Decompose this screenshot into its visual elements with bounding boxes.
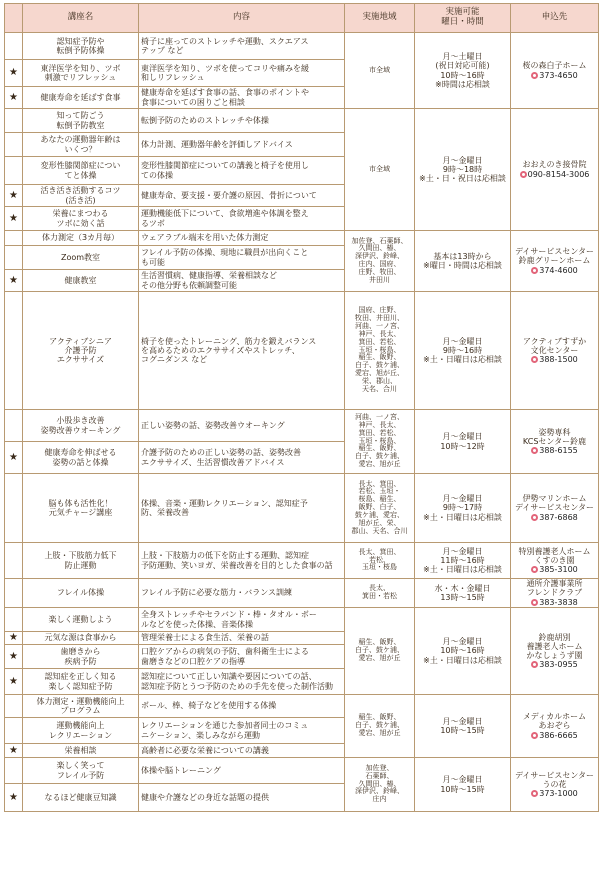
- star-mark: [5, 246, 23, 270]
- contact-cell: [511, 608, 599, 695]
- phone-icon: [531, 566, 538, 573]
- star-mark: [5, 608, 23, 632]
- area-cell: 加佐登、 石薬師、 久間田、椿、 深伊沢、鈴峰、 庄内: [345, 758, 415, 812]
- contact-org: 伊勢マリンホーム デイサービスセンター: [514, 494, 595, 513]
- course-table: [4, 3, 599, 812]
- course-content: 転倒予防のためのストレッチや体操: [139, 109, 345, 133]
- contact-org: 通所介護事業所 フレンドクラブ: [526, 579, 583, 598]
- phone-number: 388-6155: [539, 446, 578, 456]
- star-mark: [5, 718, 23, 744]
- time-cell: 月～金曜日 10時～16時 ※土・日曜日は応相談: [415, 608, 511, 695]
- header-course: 講座名: [23, 4, 139, 33]
- header-area: 実施地域: [345, 4, 415, 33]
- star-mark: [5, 695, 23, 718]
- course-name: 健康教室: [23, 270, 139, 292]
- course-content: レクリエーションを通じた参加者同士のコミュ ニケーション、楽しみながら運動: [139, 718, 345, 744]
- phone-icon: [531, 661, 538, 668]
- phone-number: 373-1000: [539, 789, 578, 799]
- phone-icon: [531, 599, 538, 606]
- contact-phone[interactable]: [513, 355, 596, 364]
- phone-number: 386-6665: [539, 730, 578, 740]
- course-name: なるほど健康豆知識: [23, 784, 139, 812]
- star-mark: [5, 474, 23, 543]
- phone-icon: [531, 732, 538, 739]
- course-name: 知って防ごう 転倒予防教室: [23, 109, 139, 133]
- contact-org: デイサービスセンター うの花: [514, 770, 595, 789]
- star-mark: [5, 579, 23, 608]
- time-cell: 月～金曜日 10時～15時: [415, 758, 511, 812]
- phone-number: 388-1500: [539, 355, 578, 365]
- course-content: 口腔ケアからの病気の予防、歯科衛生士による 歯磨きなどの口腔ケアの指導: [139, 645, 345, 669]
- time-cell: 月～金曜日 10時～15時: [415, 695, 511, 758]
- course-name: 楽しく運動しよう: [23, 608, 139, 632]
- contact-cell: [511, 410, 599, 474]
- course-content: 正しい姿勢の話、姿勢改善ウオーキング: [139, 410, 345, 442]
- phone-number: 090-8154-3006: [527, 169, 590, 179]
- phone-icon: [531, 356, 538, 363]
- course-content: 変形性膝関節症についての講義と椅子を使用し ての体操: [139, 157, 345, 185]
- contact-phone[interactable]: [513, 731, 596, 740]
- area-cell: 市全域: [345, 33, 415, 109]
- contact-cell: [511, 695, 599, 758]
- area-cell: 長太、箕田、 若松、玉垣・ 桜島、稲生、 飯野、白子、 鼓ケ浦、愛宕、 旭が丘、栄、 郡山、天名、合川: [345, 474, 415, 543]
- header-time: 実施可能 曜日・時間: [415, 4, 511, 33]
- phone-icon: [531, 267, 538, 274]
- header-row: [5, 4, 599, 33]
- course-content: ウェアラブル端末を用いた体力測定: [139, 231, 345, 246]
- course-content: 東洋医学を知り、ツボを使ってコリや痛みを緩 和しリフレッシュ: [139, 60, 345, 87]
- contact-phone[interactable]: [513, 513, 596, 522]
- course-content: 全身ストレッチやセラバンド・棒・タオル・ボー ルなどを使った体操、音楽体操: [139, 608, 345, 632]
- time-cell: 月～金曜日 9時～16時 ※土・日曜日は応相談: [415, 292, 511, 410]
- star-mark: [5, 231, 23, 246]
- course-name: Zoom教室: [23, 246, 139, 270]
- area-cell: 稲生、飯野、 白子、鼓ケ浦、 愛宕、旭が丘: [345, 608, 415, 695]
- course-name: 運動機能向上 レクリエーション: [23, 718, 139, 744]
- phone-number: 383-0955: [539, 660, 578, 670]
- course-name: 歯磨きから 疾病予防: [23, 645, 139, 669]
- table-row: [5, 292, 599, 410]
- phone-number: 373-4650: [539, 70, 578, 80]
- star-mark: ★: [5, 207, 23, 231]
- course-name: 小股歩き改善 姿勢改善ウオーキング: [23, 410, 139, 442]
- course-name: 変形性膝関節症につい てと体操: [23, 157, 139, 185]
- header-contact: 申込先: [511, 4, 599, 33]
- contact-cell: [511, 758, 599, 812]
- table-row: [5, 695, 599, 718]
- phone-number: 374-4600: [539, 265, 578, 275]
- course-content: ボール、棒、椅子などを使用する体操: [139, 695, 345, 718]
- header-star: [5, 4, 23, 33]
- time-cell: 月～金曜日 11時～16時 ※土・日曜日は応相談: [415, 543, 511, 579]
- course-name: 体力測定・運動機能向上 プログラム: [23, 695, 139, 718]
- contact-phone[interactable]: [513, 565, 596, 574]
- course-name: 上肢・下肢筋力低下 防止運動: [23, 543, 139, 579]
- star-mark: ★: [5, 632, 23, 645]
- star-mark: [5, 410, 23, 442]
- area-cell: 河曲、一ノ宮、 神戸、長太、 箕田、若松、 玉垣・桜島、 稲生、飯野、 白子、鼓ケ浦、 愛宕、旭が丘: [345, 410, 415, 474]
- course-content: 健康寿命、要支援・要介護の原因、骨折について: [139, 185, 345, 207]
- star-mark: ★: [5, 784, 23, 812]
- contact-org: 鈴鹿胡別 養護老人ホーム かなしょうず園: [526, 632, 583, 660]
- table-row: [5, 543, 599, 579]
- contact-org: 特別養護老人ホーム くすのき園: [518, 546, 591, 565]
- course-name: 活き活き活動するコツ (活き活): [23, 185, 139, 207]
- time-cell: 月～金曜日 9時～18時 ※土・日・祝日は応相談: [415, 109, 511, 231]
- course-content: 生活習慣病、健康指導、栄養相談など その他分野も依頼調整可能: [139, 270, 345, 292]
- area-cell: 加佐登、石薬師、 久間田、椿、 深伊沢、鈴峰、 庄内、国府、 庄野、牧田、 井田川: [345, 231, 415, 292]
- course-name: 健康寿命を延ばす食事: [23, 87, 139, 109]
- star-mark: [5, 157, 23, 185]
- star-mark: [5, 109, 23, 133]
- phone-icon: [531, 72, 538, 79]
- course-content: 体力計測、運動器年齢を評価しアドバイス: [139, 133, 345, 157]
- area-cell: 稲生、飯野、 白子、鼓ケ浦、 愛宕、旭が丘: [345, 695, 415, 758]
- course-content: フレイル予防に必要な筋力・バランス訓練: [139, 579, 345, 608]
- course-name: フレイル体操: [23, 579, 139, 608]
- course-table-wrapper: [4, 3, 598, 812]
- contact-cell: [511, 474, 599, 543]
- course-content: フレイル予防の体操、現地に職員が出向くこと も可能: [139, 246, 345, 270]
- star-mark: ★: [5, 185, 23, 207]
- course-content: 認知症について正しい知識や要因についての話、 認知症予防とうつ予防のための手先を使った制作活動: [139, 669, 345, 695]
- contact-org: アクティブすずか 文化センター: [522, 336, 587, 355]
- phone-icon: [531, 514, 538, 521]
- contact-cell: [511, 33, 599, 109]
- area-cell: 長太、箕田、 若松、 玉垣・桜島: [345, 543, 415, 579]
- phone-number: 385-3100: [539, 565, 578, 575]
- star-mark: [5, 758, 23, 784]
- course-content: 健康や介護などの身近な話題の提供: [139, 784, 345, 812]
- course-name: 楽しく笑って フレイル予防: [23, 758, 139, 784]
- contact-org: メディカルホーム あおぞら: [522, 712, 587, 731]
- course-name: 認知症予防や 転倒予防体操: [23, 33, 139, 60]
- phone-icon: [520, 171, 527, 178]
- table-row: [5, 474, 599, 543]
- star-mark: ★: [5, 270, 23, 292]
- table-row: [5, 109, 599, 133]
- time-cell: 水・木・金曜日 13時～15時: [415, 579, 511, 608]
- time-cell: 基本は13時から ※曜日・時間は応相談: [415, 231, 511, 292]
- table-body: [5, 33, 599, 812]
- star-mark: [5, 543, 23, 579]
- contact-cell: [511, 231, 599, 292]
- star-mark: ★: [5, 442, 23, 474]
- contact-org: 桜の森白子ホーム: [522, 61, 587, 71]
- course-content: 健康寿命を延ばす食事の話、食事のポイントや 食事についての困りごと相談: [139, 87, 345, 109]
- header-content: 内容: [139, 4, 345, 33]
- table-row: [5, 231, 599, 246]
- course-name: 脳も体も活性化！ 元気チャージ講座: [23, 474, 139, 543]
- star-mark: ★: [5, 744, 23, 758]
- table-row: [5, 579, 599, 608]
- course-content: 運動機能低下について、食欲増進や体調を整え るツボ: [139, 207, 345, 231]
- star-mark: [5, 133, 23, 157]
- star-mark: ★: [5, 60, 23, 87]
- course-content: 介護予防のための正しい姿勢の話、姿勢改善 エクササイズ、生活習慣改善アドバイス: [139, 442, 345, 474]
- contact-phone[interactable]: [513, 170, 596, 179]
- course-name: あなたの運動器年齢は いくつ？: [23, 133, 139, 157]
- course-content: 体操や脳トレーニング: [139, 758, 345, 784]
- area-cell: 市全域: [345, 109, 415, 231]
- contact-org: おおえのき接骨院: [522, 160, 587, 170]
- course-name: 体力測定（3カ月毎）: [23, 231, 139, 246]
- contact-org: 姿勢専科 KCSセンター鈴鹿: [522, 427, 587, 446]
- contact-phone[interactable]: [513, 71, 596, 80]
- phone-number: 387-6868: [539, 512, 578, 522]
- star-mark: [5, 292, 23, 410]
- course-name: 栄養にまつわる ツボに効く話: [23, 207, 139, 231]
- course-name: 認知症を正しく知る 楽しく認知症予防: [23, 669, 139, 695]
- contact-org: デイサービスセンター 鈴鹿グリーンホーム: [514, 247, 595, 266]
- area-cell: 長太、 箕田・若松: [345, 579, 415, 608]
- course-content: 管理栄養士による食生活、栄養の話: [139, 632, 345, 645]
- table-row: [5, 758, 599, 784]
- course-content: 椅子を使ったトレーニング、筋力を鍛えバランス を高めるためのエクササイズやストレッチ、 コグニダンス など: [139, 292, 345, 410]
- time-cell: 月～土曜日 (祝日対応可能) 10時～16時 ※時間は応相談: [415, 33, 511, 109]
- star-mark: ★: [5, 669, 23, 695]
- contact-phone[interactable]: [513, 789, 596, 798]
- contact-phone[interactable]: [513, 446, 596, 455]
- table-row: [5, 608, 599, 632]
- course-content: 椅子に座ってのストレッチや運動、スクエアス テップ など: [139, 33, 345, 60]
- course-content: 上肢・下肢筋力の低下を防止する運動、認知症 予防運動、笑いヨガ、栄養改善を目的とした食事の話: [139, 543, 345, 579]
- course-name: 東洋医学を知り、ツボ 刺激でリフレッシュ: [23, 60, 139, 87]
- contact-cell: [511, 292, 599, 410]
- star-mark: [5, 33, 23, 60]
- course-content: 高齢者に必要な栄養についての講義: [139, 744, 345, 758]
- star-mark: ★: [5, 645, 23, 669]
- table-row: [5, 33, 599, 60]
- contact-phone[interactable]: [513, 598, 596, 607]
- contact-cell: [511, 579, 599, 608]
- area-cell: 国府、庄野、 牧田、井田川、 河曲、一ノ宮、 神戸、長太、 箕田、若松、 玉垣・桜島、 稲生、飯野、 白子、鼓ケ浦、 愛宕、旭が丘、 栄、郡山、 天名、合川: [345, 292, 415, 410]
- course-name: 栄養相談: [23, 744, 139, 758]
- contact-phone[interactable]: [513, 266, 596, 275]
- contact-cell: [511, 543, 599, 579]
- phone-number: 383-3838: [539, 597, 578, 607]
- contact-cell: [511, 109, 599, 231]
- course-content: 体操、音楽・運動レクリエーション、認知症予 防、栄養改善: [139, 474, 345, 543]
- course-name: 元気な源は食事から: [23, 632, 139, 645]
- time-cell: 月～金曜日 9時～17時 ※土・日曜日は応相談: [415, 474, 511, 543]
- star-mark: ★: [5, 87, 23, 109]
- table-row: [5, 410, 599, 442]
- course-name: 健康寿命を伸ばせる 姿勢の話と体操: [23, 442, 139, 474]
- course-name: アクティブシニア 介護予防 エクササイズ: [23, 292, 139, 410]
- contact-phone[interactable]: [513, 660, 596, 669]
- time-cell: 月～金曜日 10時～12時: [415, 410, 511, 474]
- phone-icon: [531, 790, 538, 797]
- phone-icon: [531, 447, 538, 454]
